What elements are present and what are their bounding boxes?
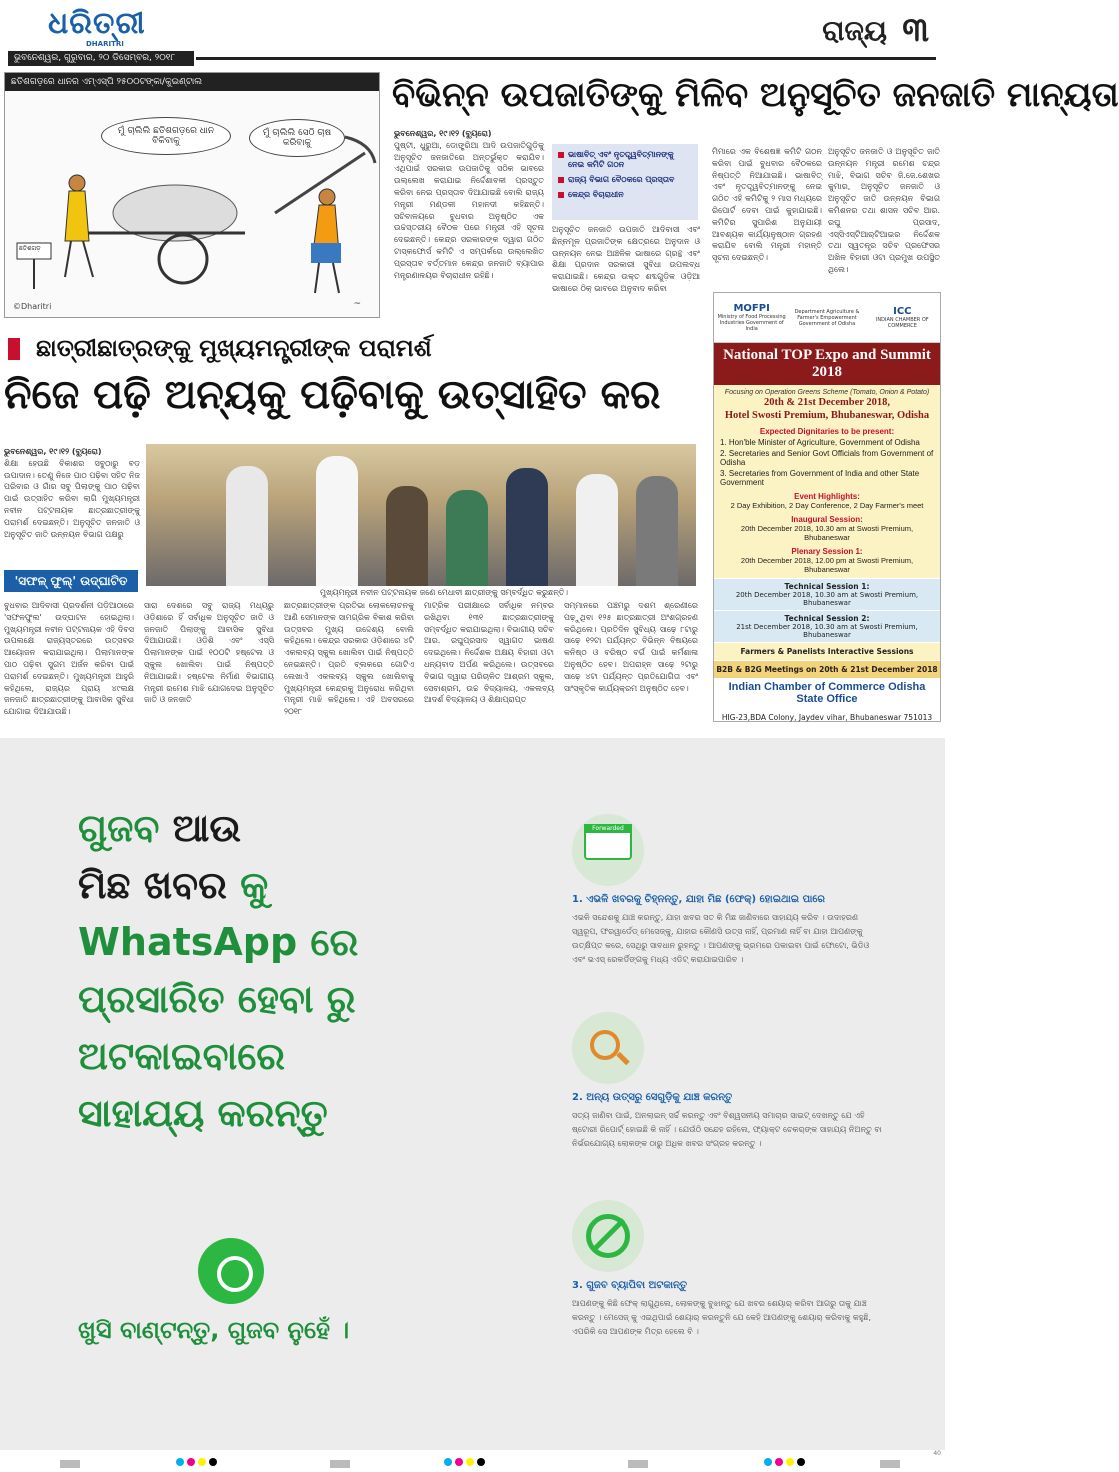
tip-3-title: 3. ଗୁଜବ ବ୍ୟାପିବା ଅଟକାନ୍ତୁ (572, 1280, 688, 1291)
story2-headline: ନିଜେ ପଢ଼ି ଅନ୍ୟକୁ ପଢ଼ିବାକୁ ଉତ୍ସାହିତ କର (4, 372, 661, 418)
story2-column-5: ସମ୍ମାନରେ ପଞ୍ଚମରୁ ଦଶମ ଶ୍ରେଣୀରେ ପଢ଼ୁଥିବା ୧୨୫ ଛାତ୍ରଛାତ୍ରୀ ଅଂଶଗ୍ରହଣ କରିଥିଲେ। ପ୍ରତିଦିନ ସୁବିଧ୍ୟ ସାଢ଼େ ୮ଟାରୁ ସାଢ଼େ ୧୨ଟା ପର୍ଯ୍ୟନ୍ତ ବିଭିନ୍ନ ବିଷୟରେ କନିଷ୍ଠ ଓ ବରିଷ୍ଠ ବର୍ଗ ପାଇଁ କର୍ମଶାଳା ଅନୁଷ୍ଠିତ ହେବ। ଅପରାହ୍ନ ସାଢ଼େ ୨ଟାରୁ ସାଢ଼େ ୪ଟା ପର୍ଯ୍ୟନ୍ତ ପ୍ରତିଯୋଗିତା ଏବଂ ସାଂସ୍କୃତିକ କାର୍ଯ୍ୟକ୍ରମ ଅନୁଷ୍ଠିତ ହେବ। (564, 601, 698, 693)
story2-column-4: ମାଟ୍ରିକ ପରୀକ୍ଷାରେ ସର୍ବାଧିକ ନମ୍ବର ରଖିଥିବା ୧୩୧ ଛାତ୍ରଛାତ୍ରୀଙ୍କୁ ସମ୍ବର୍ଦ୍ଧିତ କରାଯାଇଥିଲା। ବିଭାଗୀୟ ସଚିବ ଆର. ରଘୁପ୍ରସାଦ ସ୍ୱାଗତ ଭାଷଣ ଦେଇଥିଲେ। ନିର୍ଦ୍ଦେଶକ ଅକ୍ଷୟ ବିହାରୀ ଓଟା ଧନ୍ୟବାଦ ଅର୍ପଣ କରିଥିଲେ। ଉତ୍ସବରେ ବିଭାଗ ଦ୍ୱାରା ପରିଚାଳିତ ଆଶ୍ରମ ସ୍କୁଲ, ସେବାଶ୍ରମ, ଉଚ୍ଚ ବିଦ୍ୟାଳୟ, ଏକଲବ୍ୟ ଆଦର୍ଶ ବିଦ୍ୟାଳୟ ଓ ଶିକ୍ଷାପ୍ରାପ୍ତ (424, 601, 554, 705)
story1-col1-text: ପୁଷ୍ଟୀ, ଧୁରୁଆ, ଡୋଙ୍ଗ୍ରିଆ ଆଦି ଉପଜାତିଗୁଡ଼ିକୁ ଅନୁସୂଚିତ ଜନଜାତିରେ ଅନ୍ତର୍ଭୁକ୍ତ କରାଯିବ। ଏଥିପାଇଁ ସରକାର ଉପଜାତିକୁ ସଠିକ ଭାବରେ ଉଲ୍ଲେଖ କରାଯାଇ ନିର୍ଦ୍ଦେଶାବଳୀ ପ୍ରସ୍ତୁତ କରିବା ନେଇ ପ୍ରସ୍ତାବ ଦିଆଯାଇଛି ବୋଲି ରାଜ୍ୟ ମନ୍ତ୍ରୀ ମଣ୍ଡଳୀ ମହାନଦୀ କହିଛନ୍ତି। ସଚିବାଳୟରେ ବୁଧବାର ଅନୁଷ୍ଠିତ ଏକ ଉଚ୍ଚସ୍ତରୀୟ ବୈଠକ ପରେ ମନ୍ତ୍ରୀ ଏହି ସୂଚନା ଦେଇଛନ୍ତି। କେନ୍ଦ୍ର ସରକାରଙ୍କ ଦ୍ୱାରା ଗଠିତ ଟାସ୍କଫୋର୍ସ କମିଟି ଏ ସମ୍ପର୍କରେ ଉଲ୍ଲେଖିତ ପ୍ରସ୍ତାବ ବର୍ତ୍ତମାନ କେନ୍ଦ୍ର ଜନଜାତି ବ୍ୟାପାର ମନ୍ତ୍ରଣାଳୟର ବିଚାରାଧୀନ ରହିଛି। (394, 140, 544, 280)
kicker-marker (8, 338, 20, 360)
speech-bubble-left: ମୁଁ ଚାଲିଲି ଛତିଶଗଡ଼ରେ ଧାନ ବିକିବାକୁ (101, 117, 231, 155)
whatsapp-awareness-ad (0, 738, 945, 1450)
ad-venue: Hotel Swosti Premium, Bhubaneswar, Odisha (724, 410, 930, 421)
color-registration-mark (176, 1458, 217, 1466)
ad-logo-row (714, 293, 940, 343)
ad-dates: 20th & 21st December 2018, (763, 397, 891, 408)
icc-logo: ICC INDIAN CHAMBER OF COMMERCE (875, 306, 929, 329)
awareness-tagline: ଖୁସି ବାଣ୍ଟନ୍ତୁ, ଗୁଜବ ନୁହେଁ । (78, 1316, 350, 1344)
print-mark (880, 1460, 900, 1468)
story2-photo (146, 444, 696, 586)
story2-subhead: 'ସଫଳ୍‌ ଫୁଲ୍' ଉଦ୍‌ଘାଟିତ (4, 570, 138, 592)
ad-highlights-heading: Event Highlights: (794, 492, 860, 501)
story1-column-3: ମିମାରେ ଏକ ବିଶେଷଜ୍ଞ କମିଟି ଗଠନ କରିବା ପାଇଁ ବୁଧବାର ବୈଠକରେ ନିଷ୍ପତ୍ତି ନିଆଯାଇଛି। ଭାଷାବିତ୍ ଏବଂ ନୃତତ୍ତ୍ୱବିତ୍‌ମାନଙ୍କୁ ନେଇ ଗଠିତ ଏହି କମିଟିକୁ ୨ ମାସ ମଧ୍ୟରେ ରିପୋର୍ଟ ଦେବା ପାଇଁ କୁହାଯାଇଛି। କମିଟିର ସୁପାରିଶ ଅନୁଯାୟୀ ଆବଶ୍ୟକ କାର୍ଯ୍ୟାନୁଷ୍ଠାନ ଗ୍ରହଣ କରାଯିବ ବୋଲି ମନ୍ତ୍ରୀ ମହାନ୍ତି ସୂଚନା ଦେଇଛନ୍ତି। (712, 147, 822, 263)
ad-farmers-sessions: Farmers & Panelists Interactive Sessions (714, 642, 940, 660)
ad-highlights-text: 2 Day Exhibition, 2 Day Conference, 2 Day Farmer's meet (730, 501, 924, 510)
ad-organizer: Indian Chamber of Commerce Odisha State Office (728, 681, 926, 705)
cartoon-credit: ©Dharitri (13, 302, 52, 311)
print-mark (628, 1460, 648, 1468)
expo-advertisement (713, 292, 941, 722)
highlight-item: ରାଜ୍ୟ ବିଭାଗ ବୈଠକରେ ପ୍ରସ୍ତାବ (558, 175, 692, 185)
story2-column-1: ବୁଧବାର ଆଦିବାସୀ ପ୍ରଦର୍ଶନୀ ପଡ଼ିଆଠାରେ 'ସଫଳଫୁଲ' ଉଦ୍‌ଘାଟନ ହୋଇଥିଲା। ମୁଖ୍ୟମନ୍ତ୍ରୀ ନବୀନ ପଟ୍ଟନାୟକ ଏହି ଦିବସ ଉପଲକ୍ଷେ ରାଜ୍ୟସ୍ତରରେ ଉତ୍ସବର ଆୟୋଜନ କରାଯାଇଥିଲା। ପିଲାମାନଙ୍କ ପାଠ ପଢ଼ିବା ସୁଗମ ଅର୍ଜନ କରିବା ପାଇଁ ପରାମର୍ଶ ଦେଇଛନ୍ତି। ମୁଖ୍ୟମନ୍ତ୍ରୀ ଆହୁରି କହିଥିଲେ, ରାଜ୍ୟର ପ୍ରାୟ ୪୯ଲକ୍ଷ ଜନଜାତି ଛାତ୍ରଛାତ୍ରୀଙ୍କୁ ଆବାସିକ ସୁବିଧା ଯୋଗାଇ ଦିଆଯାଉଛି। (4, 601, 134, 717)
section-name: ରାଜ୍ୟ (822, 14, 887, 47)
editorial-cartoon (4, 72, 380, 318)
tip-3-body: ଆପଣଙ୍କୁ କିଛି ଫେକ୍ ଲାଗୁଥିଲେ, ଲୋକଙ୍କୁ ବୁଝାନ୍ତୁ ଯେ ଖବର ଶେୟାର୍ କରିବା ଆଗରୁ ତାକୁ ଯାଞ୍ଚ କରନ୍ତୁ । ମେସେଜ୍ କୁ ଏଇଥିପାଇଁ ଶେୟାର୍ କରନ୍ତୁନି ଯେ କେହି ଆପଣଙ୍କୁ ଶେୟାର୍ କରିବାକୁ କହୁଛି, ଏପରିକି ସେ ଆପଣଙ୍କ ମିତ୍ର ହେଲେ ବି । (572, 1299, 872, 1336)
story2-column-2: ସାରା ଦେଶରେ ସବୁ ରାଜ୍ୟ ମଧ୍ୟରୁ ଓଡ଼ିଶାରେ ହିଁ ସର୍ବାଧିକ ଅନୁସୂଚିତ ଜାତି ଓ ଜନଜାତି ପିଲାଙ୍କୁ ଆବାସିକ ସୁବିଧା ଦିଆଯାଉଛି। ଓଡ଼ିଶି ଏବଂ ଏସ୍‌ସି ପିଲାମାନଙ୍କ ପାଇଁ ୧୦୦ଟି ହଷ୍ଟେଲ ଓ ସ୍କୁଲ ଖୋଲିବା ପାଇଁ ନିଷ୍ପତ୍ତି ନିଆଯାଇଛି। ହଷ୍ଟେଲ ନିର୍ମାଣ ବିଭାଗୀୟ ମନ୍ତ୍ରୀ ରମେଶ ମାଝି ଯୋଗଦେଇ ଅନୁସୂଚିତ ଜାତି ଓ ଜନଜାତି (144, 601, 274, 705)
masthead (0, 0, 945, 72)
ad-tech-session-2: Technical Session 2: 21st December 2018, 10.30 am at Swosti Premium, Bhubaneswar (714, 610, 940, 642)
story2-intro: ଭୁବନେଶ୍ୱର, ୧୯।୧୨ (ବ୍ୟୁରୋ) ଶିକ୍ଷା ହେଉଛି ବିକାଶର ସବୁଠାରୁ ବଡ଼ ଉପାଦାନ। ତେଣୁ ନିଜେ ପାଠ ପଢ଼ିବା ସହିତ ନିଜ ପରିବାର ଓ ଗାଁର ସବୁ ପିଲାଙ୍କୁ ପାଠ ପଢ଼ିବା ପାଇଁ ଉତ୍ସାହିତ କରିବା ଲାଗି ମୁଖ୍ୟମନ୍ତ୍ରୀ ନବୀନ ପଟ୍ଟନାୟକ ଛାତ୍ରଛାତ୍ରୀଙ୍କୁ ପରାମର୍ଶ ଦେଇଛନ୍ତି। ଅନୁସୂଚିତ ଜନଜାତି ଓ ଅନୁସୂଚିତ ଜାତି ଉନ୍ନୟନ ବିଭାଗ ପକ୍ଷରୁ (4, 447, 140, 539)
newspaper-logo-latin: DHARITRI (86, 40, 124, 48)
ad-address: HIG-23,BDA Colony, Jaydev vihar, Bhubaneswar 751013 (721, 713, 933, 722)
ad-subtitle: Focusing on Operation Greens Scheme (Tomato, Onion & Potato) (724, 389, 930, 396)
story1-highlights (552, 144, 698, 220)
ad-footer (714, 678, 940, 727)
newspaper-logo: ଧରିତ୍ରୀ (48, 6, 146, 41)
ad-expected-heading: Expected Dignitaries to be present: (759, 427, 895, 436)
ad-expected-item: 2. Secretaries and Senior Govt Officials from Government of Odisha (720, 449, 934, 467)
print-mark (330, 1460, 350, 1468)
highlight-item: ଭାଷାବିତ୍ ଏବଂ ନୃତତ୍ତ୍ୱବିତ୍‌ମାନଙ୍କୁ ନେଇ କମିଟି ଗଠନ (558, 150, 692, 170)
forwarded-message-icon: Forwarded (572, 814, 644, 886)
masthead-rule (196, 57, 936, 60)
color-registration-mark (764, 1458, 805, 1466)
story1-column-2: ଅନୁସୂଚିତ ଜନଜାତି ଉପଜାତି ଆଦିବାସୀ ଏବଂ ଛିନ୍ନମୂଳ ପ୍ରଜାତିଙ୍କ କ୍ଷେତ୍ରରେ ଅନୁଦାନ ଓ ଉନ୍ନୟନ ନେଇ ଆଞ୍ଚଳିକ ଭାଷାରେ ଗ୍ରନ୍ଥ ଏବଂ ଶିକ୍ଷା ପ୍ରଦାନ ସରକାରୀ ସୁବିଧା ଉପଲବ୍ଧ କରାଯାଇଛି। କେନ୍ଦ୍ର ଉକ୍ତ ଶବ୍ଦଗୁଡ଼ିକ ଓଡ଼ିଆ ଭାଷାରେ ଠିକ୍ ଭାବରେ ଅନୁବାଦ କରିବା (552, 225, 700, 293)
story2-photo-caption: ମୁଖ୍ୟମନ୍ତ୍ରୀ ନବୀନ ପଟ୍ଟନାୟକ ଜଣେ ମେଧାବୀ ଛାତ୍ରୀଙ୍କୁ ସମ୍ବର୍ଦ୍ଧିତ କରୁଛନ୍ତି। (320, 588, 569, 597)
cartoon-signpost: ଛତିଶଗଡ଼ (19, 245, 41, 252)
story2-column-3: ଛାତ୍ରଛାତ୍ରୀଙ୍କ ପ୍ରତିଭା ଲୋକଲୋଚନକୁ ଆଣି ସେମାନଙ୍କ ସାମଗ୍ରିକ ବିକାଶ କରିବା ଉତ୍ସବର ମୁଖ୍ୟ ଉଦ୍ଦେଶ୍ୟ ବୋଲି କହିଥିଲେ। କେନ୍ଦ୍ର ସରକାର ଓଡ଼ିଶାରେ ୪ଟି ଏକଲବ୍ୟ ସ୍କୁଲ ଖୋଲିବା ପାଇଁ ନିଷ୍ପତ୍ତି ନେଇଛନ୍ତି। ପ୍ରତି ବ୍ଲକରେ ଗୋଟିଏ ଲେଖାଏଁ ଏକଲବ୍ୟ ସ୍କୁଲ ଖୋଲିବାକୁ ମୁଖ୍ୟମନ୍ତ୍ରୀ କେନ୍ଦ୍ରକୁ ଅନୁରୋଧ କରିଥିବା ମନ୍ତ୍ରୀ ମାଝି କହିଥିଲେ। ଏହି ଅବସରରେ ୨୦୧୮ (284, 601, 414, 717)
ad-plenary-heading: Plenary Session 1: (791, 547, 863, 556)
ad-inaugural-heading: Inaugural Session: (791, 515, 863, 524)
story1-column-1 (394, 128, 544, 316)
tip-1-body: ଏଭଳି ସନ୍ଦେଶକୁ ଯାଞ୍ଚ କରନ୍ତୁ, ଯାହା ଖବର ସତ କି ମିଛ ଜାଣିବାରେ ସାହାଯ୍ୟ କରିବ । ଉଦାହରଣ ସ୍ୱରୂପ, ଫରୱାର୍ଡେଡ୍ ମେସେଜ୍‌କୁ, ଯାହାର କୌଣସି ଉତ୍ସ ନାହିଁ, ପ୍ରମାଣ ନାହିଁ ବା ଯାହା ଆପଣଙ୍କୁ ଉତ୍‌କ୍ଷିପ୍ତ କରେ, ସେଥିରୁ ସାବଧାନ ରୁହନ୍ତୁ । ଆପଣଙ୍କୁ ଭ୍ରମରେ ପକାଇବା ପାଇଁ ଫୋଟୋ, ଭିଡିଓ ଏବଂ ଭଏସ୍ ରେକର୍ଡିଙ୍ଗକୁ ମଧ୍ୟ ଏଡିଟ୍ କରାଯାଇପାରିବ । (572, 913, 870, 964)
ad-expected-item: 1. Hon'ble Minister of Agriculture, Government of Odisha (720, 438, 920, 447)
tip-2-body: ସତ୍ୟ ଜାଣିବା ପାଇଁ, ଅନଲାଇନ୍ ସର୍ଚ୍ଚ କରନ୍ତୁ ଏବଂ ବିଶ୍ୱସନୀୟ ସମାଚାର ସାଇଟ୍ ଦେଖନ୍ତୁ ଯେ ଏହି ଷ୍ଟୋରୀ ରିପୋର୍ଟ୍ ହୋଇଛି କି ନାହିଁ । ଯେଉଁଠି ସନ୍ଦେହ ରହିଲେ, ଫ୍ୟାକ୍ଟ ଚେକର୍‌ଙ୍କ ସାହାଯ୍ୟ ନିଅନ୍ତୁ ବା ନିର୍ଭରଯୋଗ୍ୟ ଲୋକଙ୍କ ଠାରୁ ଅଧିକ ଖବର ସଂଗ୍ରହ କରନ୍ତୁ । (572, 1111, 882, 1148)
tip-1 (572, 814, 882, 967)
ad-inaugural-text: 20th December 2018, 10.30 am at Swosti Premium, Bhubaneswar (740, 524, 914, 542)
magnifier-icon (572, 1012, 644, 1084)
story1-column-4: ଅନୁସୂଚିତ ଜନଜାତି ଓ ଅନୁସୂଚିତ ଜାତି ଉନ୍ନୟନ ମନ୍ତ୍ରୀ ରମେଶ ଚନ୍ଦ୍ର ମାଝି, ବିଭାଗ ସଚିବ ଜି.ଜେ.ଶେଖର କୁମାର, ଅନୁସୂଚିତ ଜନଜାତି ଓ ଅନୁସୂଚିତ ଜାତି ଉନ୍ନୟନ ବିଭାଗ କମିଶନର ତଥା ଶାସନ ସଚିବ ଆର. ରଘୁ ପ୍ରସାଦ, ଏସ୍‌ସିଏସ୍‌ଟିଆର୍‌ଟିଆଇର ନିର୍ଦ୍ଦେଶକ ତଥା ସ୍ୱତନ୍ତ୍ର ସଚିବ ପ୍ରଫେସର ଅଖିଳ ବିହାରୀ ଓଟା ପ୍ରମୁଖ ଉପସ୍ଥିତ ଥିଲେ। (828, 147, 940, 274)
color-registration-mark (444, 1458, 485, 1466)
mofpi-logo: MOFPI Ministry of Food Processing Industries Government of India (717, 303, 786, 332)
story1-headline: ବିଭିନ୍ନ ଉପଜାତିଙ୍କୁ ମିଳିବ ଅନୁସୂଚିତ ଜନଜାତି ମାନ୍ୟତା (392, 75, 1119, 115)
tip-1-title: 1. ଏଭଳି ଖବରକୁ ଚିହ୍ନନ୍ତୁ, ଯାହା ମିଛ (ଫେକ୍) ହୋଇଥାଇ ପାରେ (572, 894, 825, 905)
ad-tech-session-1: Technical Session 1: 20th December 2018, 10.30 am at Swosti Premium, Bhubaneswar (714, 578, 940, 610)
page-number: ୩ (902, 10, 929, 50)
ad-plenary-text: 20th December 2018, 12.00 pm at Swosti Premium, Bhubaneswar (740, 556, 914, 574)
no-forward-icon (572, 1200, 644, 1272)
ad-body (714, 385, 940, 578)
odisha-agri-logo: Department Agriculture & Farmer's Empowerment Government of Odisha (794, 308, 860, 327)
highlight-item: କେନ୍ଦ୍ର ବିଚାରାଧୀନ (558, 190, 692, 200)
ad-b2b-meetings: B2B & B2G Meetings on 20th & 21st December 2018 (714, 660, 940, 678)
speech-bubble-right: ମୁଁ ଚାଲିଲି ସେଠି ଚାଷ କରିବାକୁ (249, 119, 345, 157)
story2-dateline: ଭୁବନେଶ୍ୱର, ୧୯।୧୨ (ବ୍ୟୁରୋ) (4, 447, 102, 456)
cartoon-caption: ଛତିଶଗଡ଼ରେ ଧାନର ଏମ୍‌ଏସ୍‌ପି ୨୫୦୦ଟଙ୍କା/କୁଇଣ୍ଟାଲ (5, 73, 379, 91)
print-footer (0, 1450, 945, 1472)
ad-expected-item: 3. Secretaries from Government of India and other State Government (720, 469, 920, 487)
story1-dateline: ଭୁବନେଶ୍ୱର, ୧୯।୧୨ (ବ୍ୟୁରୋ) (394, 129, 492, 138)
tip-2 (572, 1012, 882, 1151)
print-mark (60, 1460, 80, 1468)
awareness-headline: ଗୁଜବ ଆଉ ମିଛ ଖବର କୁ WhatsApp ରେ ପ୍ରସାରିତ ହେବା ରୁ ଅଟକାଇବାରେ ସାହାଯ୍ୟ କରନ୍ତୁ (78, 806, 359, 1135)
whatsapp-icon (198, 1238, 264, 1304)
story2-kicker: ଛାତ୍ରୀଛାତ୍ରଙ୍କୁ ମୁଖ୍ୟମନ୍ତ୍ରୀଙ୍କ ପରାମର୍ଶ (8, 334, 432, 362)
ad-title: National TOP Expo and Summit 2018 (714, 343, 940, 385)
page-mark: 40 (933, 1450, 941, 1457)
cartoonist-signature: ~ (353, 299, 361, 309)
ad-expected-list (720, 438, 934, 487)
tip-2-title: 2. ଅନ୍ୟ ଉତ୍ସରୁ ସେଗୁଡ଼ିକୁ ଯାଞ୍ଚ କରନ୍ତୁ (572, 1092, 733, 1103)
cartoon-drawing (5, 73, 381, 319)
tip-3 (572, 1200, 882, 1339)
issue-dateline: ଭୁବନେଶ୍ୱର, ଗୁରୁବାର, ୨୦ ଡିସେମ୍ବର, ୨୦୧୮ (8, 51, 194, 66)
